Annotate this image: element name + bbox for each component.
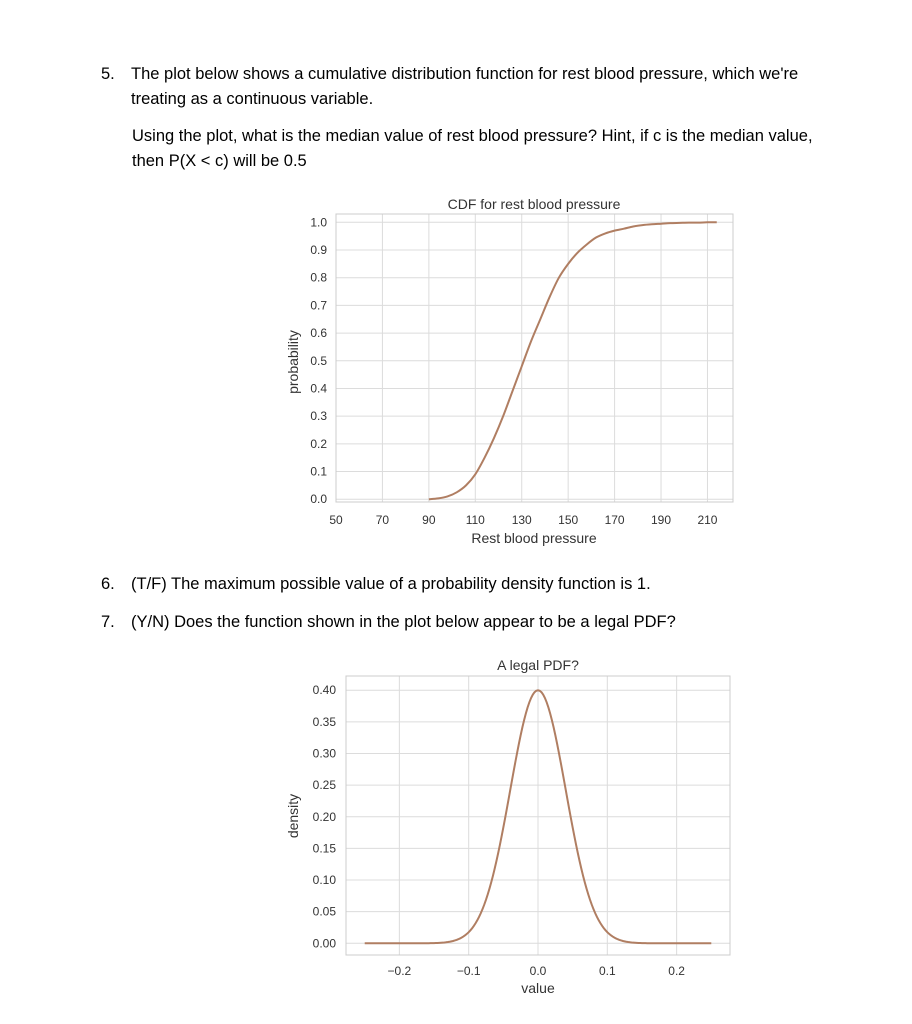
pdf-y-tick-label: 0.00 — [312, 936, 336, 951]
cdf-y-tick-label: 0.7 — [310, 298, 327, 313]
cdf-y-tick-label: 0.6 — [310, 326, 327, 341]
cdf-grid — [336, 214, 733, 502]
cdf-x-tick-label: 90 — [422, 513, 436, 527]
hint-line1: Using the plot, what is the median value of rest blood pressure? Hint, if c is the median value, — [132, 127, 813, 145]
cdf-x-tick-label: 150 — [558, 513, 579, 527]
cdf-x-axis-label: Rest blood pressure — [471, 530, 597, 546]
pdf-y-tick-label: 0.30 — [312, 746, 336, 761]
cdf-y-tick-label: 1.0 — [310, 215, 327, 230]
pdf-y-tick-label: 0.40 — [312, 683, 336, 698]
pdf-y-tick-label: 0.20 — [312, 809, 336, 824]
question-text: (Y/N) Does the function shown in the plot below appear to be a legal PDF? — [131, 613, 676, 631]
cdf-title: CDF for rest blood pressure — [447, 196, 621, 212]
cdf-y-tick-labels — [310, 215, 327, 506]
pdf-x-tick-label: −0.1 — [456, 964, 481, 978]
pdf-y-tick-label: 0.10 — [312, 873, 336, 888]
pdf-title: A legal PDF? — [497, 657, 579, 673]
question-text-line2: treating as a continuous variable. — [131, 90, 374, 108]
question-text-line1: The plot below shows a cumulative distribution function for rest blood pressure, which we're — [131, 65, 799, 83]
hint-line2: then P(X < c) will be 0.5 — [132, 152, 307, 170]
question-number: 5. — [101, 65, 115, 83]
pdf-y-axis-label: density — [285, 793, 301, 839]
pdf-x-axis-label: value — [521, 980, 555, 996]
cdf-y-tick-label: 0.5 — [310, 353, 327, 368]
cdf-x-tick-label: 210 — [697, 513, 718, 527]
cdf-y-tick-label: 0.8 — [310, 270, 327, 285]
cdf-x-tick-label: 70 — [375, 513, 390, 527]
cdf-x-tick-label: 50 — [329, 513, 343, 527]
cdf-y-tick-label: 0.1 — [310, 464, 327, 479]
pdf-y-tick-label: 0.05 — [312, 904, 336, 919]
pdf-y-tick-label: 0.35 — [312, 714, 336, 729]
question-number: 7. — [101, 613, 115, 631]
cdf-x-tick-label: 110 — [465, 513, 485, 527]
pdf-y-tick-label: 0.25 — [312, 778, 336, 793]
pdf-x-tick-label: 0.0 — [529, 964, 547, 978]
question-number: 6. — [101, 575, 115, 593]
cdf-x-tick-labels — [329, 513, 717, 527]
pdf-y-tick-label: 0.15 — [312, 841, 336, 856]
pdf-x-tick-label: 0.1 — [598, 964, 616, 978]
cdf-plot-frame — [336, 214, 733, 502]
pdf-x-tick-label: 0.2 — [668, 964, 685, 978]
cdf-x-tick-label: 190 — [651, 513, 672, 527]
cdf-y-tick-label: 0.4 — [310, 381, 327, 396]
cdf-y-tick-label: 0.0 — [310, 492, 327, 507]
question-text: (T/F) The maximum possible value of a probability density function is 1. — [131, 575, 651, 593]
pdf-x-tick-label: −0.2 — [387, 964, 412, 978]
cdf-x-tick-label: 130 — [511, 513, 532, 527]
cdf-y-tick-label: 0.2 — [310, 436, 327, 451]
cdf-x-tick-label: 170 — [604, 513, 625, 527]
cdf-y-tick-label: 0.3 — [310, 409, 327, 424]
cdf-y-tick-label: 0.9 — [310, 243, 327, 257]
cdf-y-axis-label: probability — [285, 330, 301, 394]
